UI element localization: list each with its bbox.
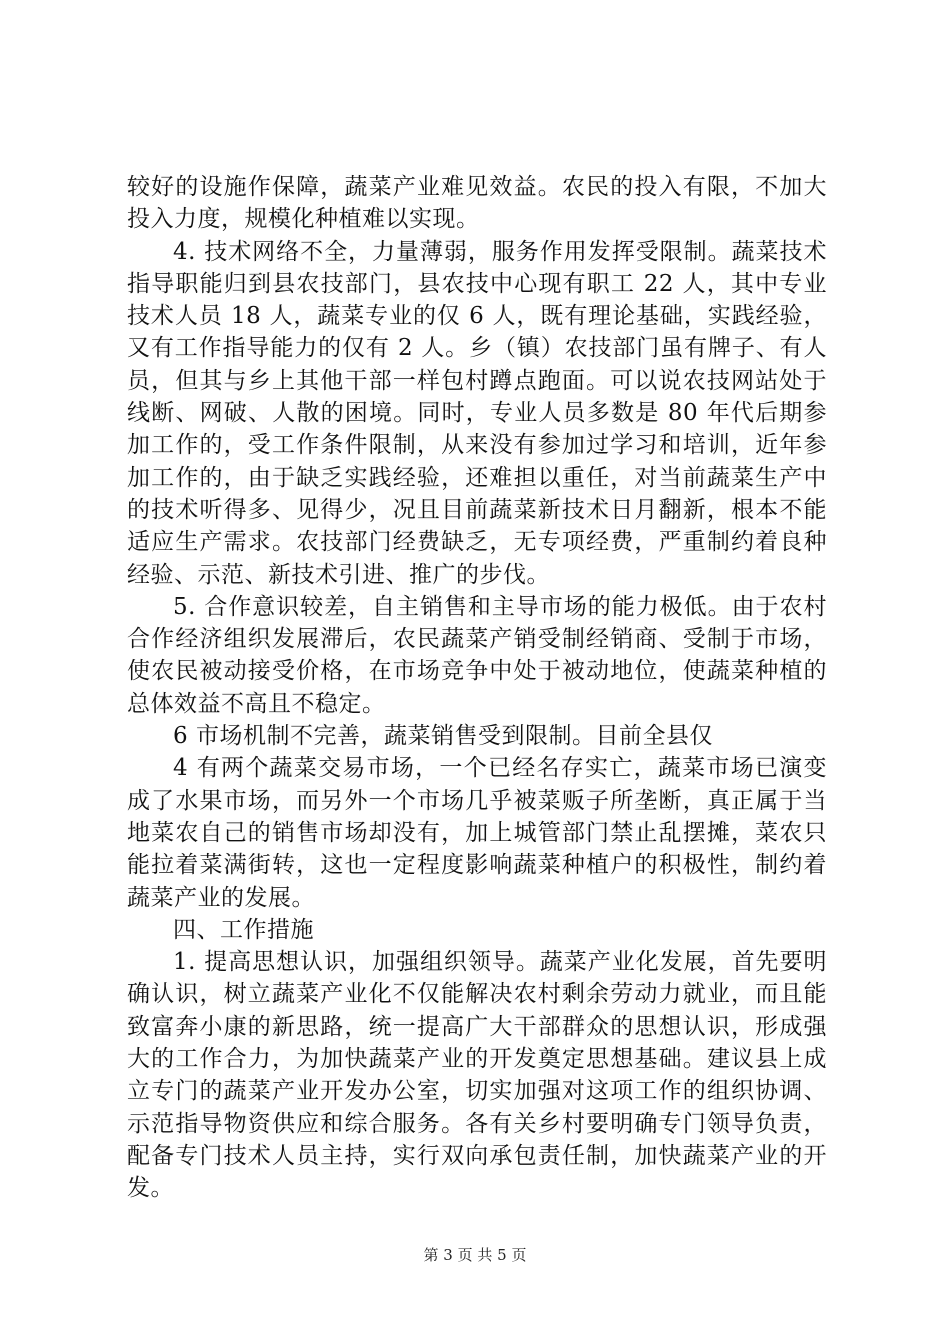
document-body — [127, 171, 827, 1205]
page-number-footer: 第 3 页 共 5 页 — [423, 1246, 527, 1264]
section-heading: 四、工作措施 — [173, 916, 314, 943]
paragraph-measure-1: 1. 提高思想认识，加强组织领导。蔬菜产业化发展，首先要明确认识，树立蔬菜产业化不仅能解决农村剩余劳动力就业，而且能致富奔小康的新思路，统一提高广大干部群众的思想认识，形成强大的工作合力，为加快蔬菜产业的开发奠定思想基础。建议县上成立专门的蔬菜产业开发办公室，切实加强对这项工作的组织协调、示范指导物资供应和综合服务。各有关乡村要明确专门领导负责，配备专门技术人员主持，实行双向承包责任制，加快蔬菜产业的开发。 — [127, 949, 827, 1202]
paragraph-item-6-continued: 4 有两个蔬菜交易市场，一个已经名存实亡，蔬菜市场已演变成了水果市场，而另外一个市场几乎被菜贩子所垄断，真正属于当地菜农自己的销售市场却没有，加上城管部门禁止乱摆摊，菜农只能拉着菜满街转，这也一定程度影响蔬菜种植户的积极性，制约着蔬菜产业的发展。 — [127, 755, 827, 911]
paragraph-continuation: 较好的设施作保障，蔬菜产业难见效益。农民的投入有限，不加大投入力度，规模化种植难以实现。 — [127, 174, 827, 233]
paragraph-item-5: 5. 合作意识较差，自主销售和主导市场的能力极低。由于农村合作经济组织发展滞后，农民蔬菜产销受制经销商、受制于市场，使农民被动接受价格，在市场竞争中处于被动地位，使蔬菜种植的总体效益不高且不稳定。 — [127, 593, 827, 717]
paragraph-item-4: 4. 技术网络不全，力量薄弱，服务作用发挥受限制。蔬菜技术指导职能归到县农技部门，县农技中心现有职工 22 人，其中专业技术人员 18 人，蔬菜专业的仅 6 人，既有理论基础，实践经验，又有工作指导能力的仅有 2 人。乡（镇）农技部门虽有牌子、有人员，但其与乡上其他干部一样包村蹲点跑面。可以说农技网站处于线断、网破、人散的困境。同时，专业人员多数是 80 年代后期参加工作的，受工作条件限制，从来没有参加过学习和培训，近年参加工作的，由于缺乏实践经验，还难担以重任，对当前蔬菜生产中的技术听得多、见得少，况且目前蔬菜新技术日月翻新，根本不能适应生产需求。农技部门经费缺乏，无专项经费，严重制约着良种经验、示范、新技术引进、推广的步伐。 — [127, 238, 827, 588]
paragraph-item-6: 6 市场机制不完善，蔬菜销售受到限制。目前全县仅 — [173, 723, 713, 750]
